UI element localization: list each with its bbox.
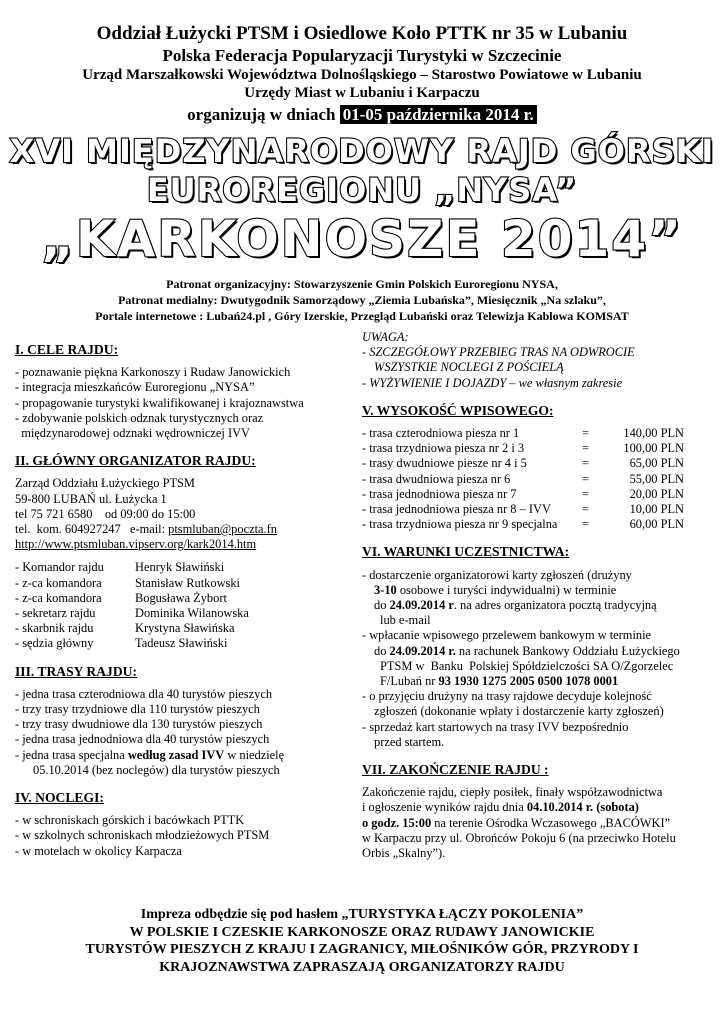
- route-item: 05.10.2014 (bez noclegów) dla turystów pieszych: [33, 762, 280, 777]
- fee-name: - trasa trzydniowa piesza nr 2 i 3: [362, 441, 525, 456]
- section-5-title: V. WYSOKOŚĆ WPISOWEGO:: [362, 402, 554, 418]
- route-item: - jedna trasa czterodniowa dla 40 turystów pieszych: [15, 686, 273, 701]
- ending-line: w Karpaczu przy ul. Obrońców Pokoju 6 (na przeciwko Hotelu: [362, 830, 676, 845]
- ending-date: 04.10.2014 r. (sobota): [526, 800, 639, 815]
- patronage-line-3: Portale internetowe : Lubań24.pl , Góry Izerskie, Przegląd Lubański oraz Telewizja Kablowa KOMSAT: [95, 309, 629, 323]
- route-item: - trzy trasy dwudniowe dla 130 turystów pieszych: [15, 717, 263, 732]
- ending-time: o godz. 15:00: [362, 815, 432, 830]
- route-special-post: w niedzielę: [224, 747, 285, 762]
- condition-line: [362, 644, 714, 659]
- bank-account: 93 1930 1275 2005 0500 1078 0001: [438, 674, 619, 689]
- header-line-4: Urzędy Miast w Lubaniu i Karpaczu: [244, 85, 480, 101]
- section-2-title: II. GŁÓWNY ORGANIZATOR RAJDU:: [15, 453, 256, 469]
- staff-table: [15, 560, 355, 651]
- condition-line: [362, 598, 714, 613]
- goal-item: - zdobywanie polskich odznak turystycznych oraz: [15, 410, 264, 425]
- organize-line: [0, 104, 724, 126]
- event-title-1: XVI MIĘDZYNARODOWY RAJD GÓRSKI: [9, 132, 715, 170]
- header-line-1: Oddział Łużycki PTSM i Osiedlowe Koło PTTK nr 35 w Lubaniu: [96, 23, 628, 44]
- footer-line: TURYSTÓW PIESZYCH Z KRAJU I ZAGRANICY, MIŁOŚNIKÓW GÓR, PRZYRODY I: [85, 942, 639, 957]
- fee-name: - trasa dwudniowa piesza nr 6: [362, 471, 511, 486]
- route-special-pre: - jedna trasa specjalna: [15, 747, 128, 762]
- fee-name: - trasa trzydniowa piesza nr 9 specjalna: [362, 517, 558, 532]
- fee-name: - trasa czterodniowa piesza nr 1: [362, 426, 520, 441]
- staff-role: - skarbnik rajdu: [15, 621, 94, 636]
- fee-name: - trasa jednodniowa piesza nr 7: [362, 486, 517, 501]
- payment-date: 24.09.2014 r.: [389, 643, 456, 658]
- staff-role: - Komandor rajdu: [15, 560, 104, 575]
- ending-line: Orbis „Skalny”).: [362, 846, 446, 861]
- mobile-label: tel. kom. 604927247 e-mail:: [15, 522, 169, 537]
- organize-dates: 01-05 października 2014 r.: [340, 105, 537, 124]
- section-3-title: III. TRASY RAJDU:: [15, 663, 137, 679]
- staff-name: Dominika Wilanowska: [135, 606, 249, 621]
- notice-line: - WYŻYWIENIE I DOJAZDY – we własnym zakresie: [362, 375, 623, 390]
- lodging-item: - w szkolnych schroniskach młodzieżowych PTSM: [15, 828, 270, 843]
- condition-text: osobowe i turyści indywidualni) w terminie: [396, 582, 617, 597]
- staff-role: - z-ca komandora: [15, 575, 102, 590]
- organize-prefix: organizują w dniach: [187, 105, 340, 124]
- ending-text: na terenie Ośrodka Wczasowego „BACÓWKI”: [431, 815, 671, 830]
- left-column: [15, 336, 355, 859]
- condition-line: - sprzedaż kart startowych na trasy IVV bezpośrednio: [362, 719, 629, 734]
- fee-price: 55,00 PLN: [629, 471, 684, 486]
- ending-line: Zakończenie rajdu, ciepły posiłek, finały współzawodnictwa: [362, 785, 663, 800]
- fee-eq: =: [582, 517, 589, 532]
- staff-role: - z-ca komandora: [15, 590, 102, 605]
- condition-line: [362, 674, 714, 689]
- footer-line: KRAJOZNAWSTWA ZAPRASZAJĄ ORGANIZATORZY RAJDU: [159, 959, 565, 975]
- deadline-date: 24.09.2014 r: [389, 598, 454, 613]
- route-special-bold: według zasad IVV: [127, 747, 225, 762]
- address-line: Zarząd Oddziału Łużyckiego PTSM: [15, 476, 195, 491]
- condition-text: . na adres organizatora pocztą tradycyjną: [453, 598, 657, 613]
- staff-name: Henryk Sławiński: [135, 560, 225, 575]
- condition-text: F/Lubań nr: [380, 674, 439, 689]
- header-line-2: Polska Federacja Popularyzacji Turystyki w Szczecinie: [162, 46, 562, 65]
- fee-price: 65,00 PLN: [629, 456, 684, 471]
- ending-line: [362, 800, 714, 815]
- staff-role: - sekretarz rajdu: [15, 606, 96, 621]
- route-item: - trzy trasy trzydniowe dla 110 turystów pieszych: [15, 702, 260, 717]
- right-column: [362, 330, 714, 861]
- email-link[interactable]: ptsmluban@poczta.fn: [168, 522, 277, 537]
- condition-line: zgłoszeń (dokonanie wpłaty i dostarczenie karty zgłoszeń): [374, 704, 664, 719]
- fee-eq: =: [582, 502, 589, 517]
- section-4-title: IV. NOCLEGI:: [15, 790, 104, 806]
- patronage-line-1: Patronat organizacyjny: Stowarzyszenie Gmin Polskich Euroregionu NYSA,: [166, 277, 558, 291]
- condition-line: - wpłacanie wpisowego przelewem bankowym w terminie: [362, 628, 652, 643]
- event-title-2: EUROREGIONU „NYSA”: [146, 171, 578, 209]
- fee-price: 100,00 PLN: [623, 441, 684, 456]
- lodging-item: - w motelach w okolicy Karpacza: [15, 843, 182, 858]
- phone-line: tel 75 721 6580 od 09:00 do 15:00: [15, 506, 196, 521]
- staff-name: Tadeusz Sławiński: [135, 636, 228, 651]
- patronage: [0, 276, 724, 324]
- footer: [0, 906, 724, 976]
- condition-text: do: [374, 643, 390, 658]
- header: [0, 22, 724, 324]
- fee-eq: =: [582, 441, 589, 456]
- condition-line: [362, 583, 714, 598]
- notice-line: WSZYSTKIE NOCLEGI Z POŚCIELĄ: [374, 360, 564, 375]
- fee-eq: =: [582, 456, 589, 471]
- condition-text: do: [374, 598, 390, 613]
- condition-line: przed startem.: [374, 734, 445, 749]
- goal-item: - propagowanie turystyki kwalifikowanej i krajoznawstwa: [15, 395, 304, 410]
- fee-eq: =: [582, 486, 589, 501]
- fee-price: 10,00 PLN: [629, 502, 684, 517]
- goal-item: - integracja mieszkańców Euroregionu „NYSA”: [15, 380, 255, 395]
- fee-name: - trasa jednodniowa piesza nr 8 – IVV: [362, 502, 551, 517]
- header-line-3: Urząd Marszałkowski Województwa Dolnośląskiego – Starostwo Powiatowe w Lubaniu: [82, 67, 642, 83]
- condition-line: - o przyjęciu drużyny na trasy rajdowe decyduje kolejność: [362, 689, 652, 704]
- fee-price: 20,00 PLN: [629, 486, 684, 501]
- condition-text: na rachunek Bankowy Oddziału Łużyckiego: [455, 643, 680, 658]
- website-link[interactable]: http://www.ptsmluban.vipserv.org/kark2014.htm: [15, 537, 257, 552]
- fee-eq: =: [582, 471, 589, 486]
- route-item: - jedna trasa jednodniowa dla 40 turystów pieszych: [15, 732, 270, 747]
- goal-item: międzynarodowej odznaki wędrowniczej IVV: [15, 426, 250, 441]
- condition-line: - dostarczenie organizatorowi karty zgłoszeń (drużyny: [362, 567, 632, 582]
- fee-price: 60,00 PLN: [629, 517, 684, 532]
- fee-name: - trasy dwudniowe piesze nr 4 i 5: [362, 456, 527, 471]
- ending-text: i ogłoszenie wyników rajdu dnia: [362, 800, 527, 815]
- notice-line: - SZCZEGÓŁOWY PRZEBIEG TRAS NA ODWROCIE: [362, 345, 635, 360]
- route-item: [15, 748, 355, 763]
- condition-line: lub e-mail: [380, 613, 431, 628]
- footer-line: W POLSKIE I CZESKIE KARKONOSZE ORAZ RUDAWY JANOWICKIE: [129, 924, 595, 940]
- staff-name: Bogusława Żybort: [135, 590, 227, 605]
- staff-role: - sędzia główny: [15, 636, 94, 651]
- ending-line: [362, 816, 714, 831]
- team-size: 3-10: [374, 582, 397, 597]
- section-6-title: VI. WARUNKI UCZESTNICTWA:: [362, 544, 570, 560]
- fee-price: 140,00 PLN: [623, 426, 684, 441]
- goal-item: - poznawanie piękna Karkonoszy i Rudaw Janowickich: [15, 365, 291, 380]
- footer-line: Impreza odbędzie się pod hasłem „TURYSTYKA ŁĄCZY POKOLENIA”: [140, 907, 584, 922]
- section-7-title: VII. ZAKOŃCZENIE RAJDU :: [362, 762, 549, 778]
- fee-eq: =: [582, 426, 589, 441]
- staff-name: Stanisław Rutkowski: [135, 575, 240, 590]
- contact-line: [15, 522, 355, 537]
- condition-line: PTSM w Banku Polskiej Spółdzielczości SA O/Zgorzelec: [380, 658, 674, 673]
- lodging-item: - w schroniskach górskich i bacówkach PTTK: [15, 813, 245, 828]
- notice-title: UWAGA:: [362, 330, 409, 344]
- address-line: 59-800 LUBAŃ ul. Łużycka 1: [15, 491, 167, 506]
- staff-name: Krystyna Sławińska: [135, 621, 235, 636]
- patronage-line-2: Patronat medialny: Dwutygodnik Samorządowy „Ziemia Lubańska”, Miesięcznik „Na szlaku”,: [118, 293, 606, 307]
- event-title-3: „KARKONOSZE 2014”: [40, 210, 683, 268]
- section-1-title: I. CELE RAJDU:: [15, 342, 119, 357]
- fee-table: [362, 426, 714, 532]
